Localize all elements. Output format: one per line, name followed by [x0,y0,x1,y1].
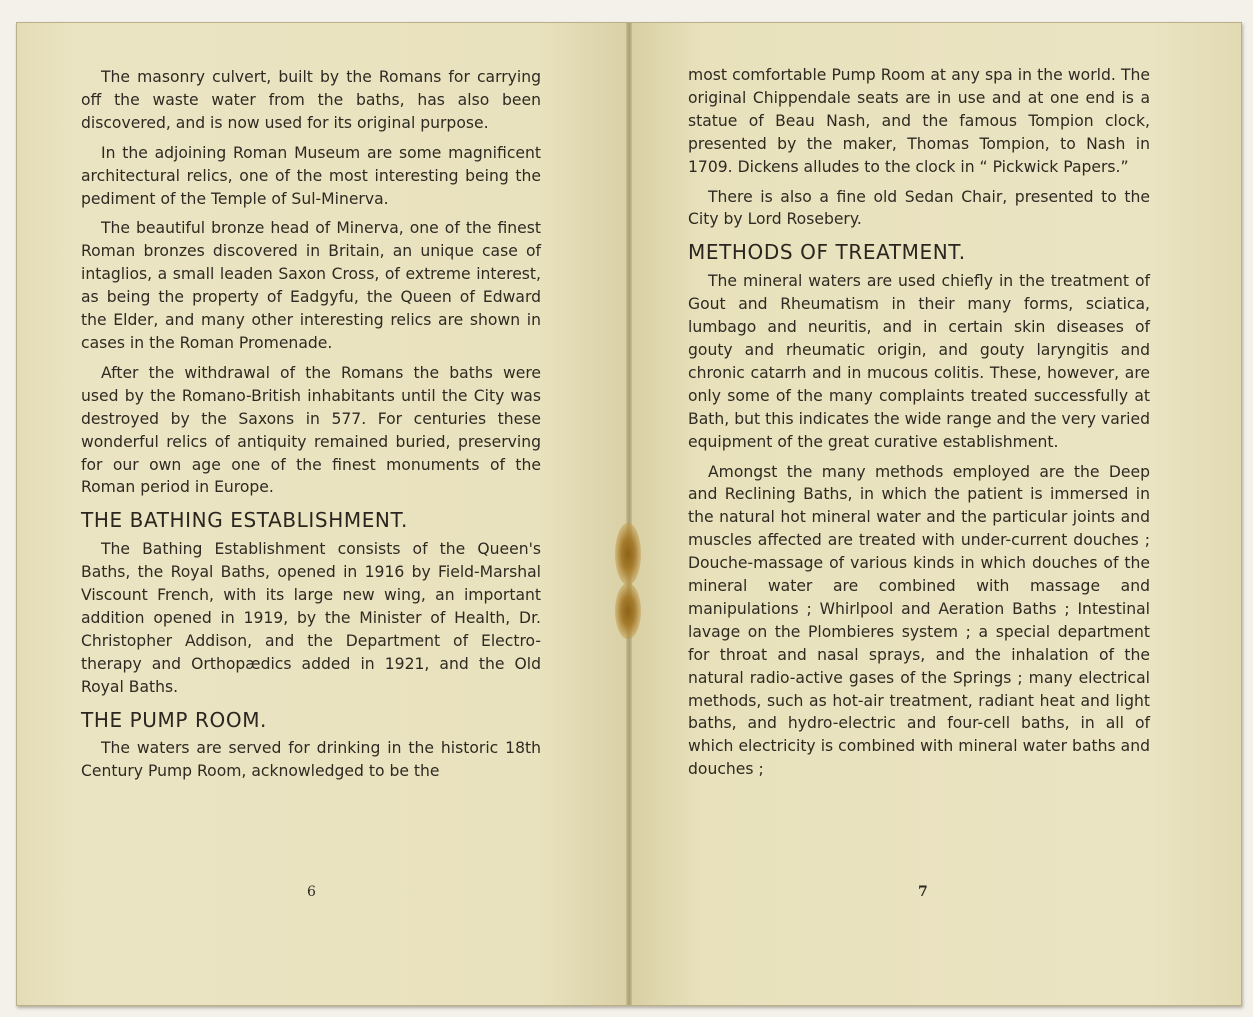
paragraph-pump-room-continued: most comfortable Pump Room at any spa in the world. The original Chippendale seats are in use and at one end is a statue of Beau Nash, and the famous Tompion clock, presented by the maker, Thomas Tompion, to Nash in 1709. Dickens alludes to the clock in “ Pickwick Papers.” [688,66,1150,176]
paragraph-mineral-waters: The mineral waters are used chiefly in the treatment of Gout and Rheumatism in their many forms, sciatica, lumbago and neuritis, and in certain skin diseases of gouty and rheumatic origin, and gouty laryngitis and chronic catarrh and in mucous colitis. These, however, are only some of the many complaints treated successfully at Bath, but this indicates the wide range and the very varied equipment of the great curative establishment. [688,272,1150,451]
page-number-left: 6 [307,884,316,900]
paragraph-minerva: The beautiful bronze head of Minerva, one of the finest Roman bronzes discovered in Britain, an unique case of intaglios, a small leaden Saxon Cross, of extreme interest, as being the property of Eadgyfu, the Queen of Edward the Elder, and many other interesting relics are shown in cases in the Roman Promenade. [81,219,541,352]
left-page-text [81,66,541,790]
heading-pump-room: THE PUMP ROOM. [81,707,268,732]
heading-methods-of-treatment: METHODS OF TREATMENT. [688,240,966,265]
paragraph-bathing-establishment: The Bathing Establishment consists of the Queen's Baths, the Royal Baths, opened in 1916 by Field-Marshal Viscount French, with its large new wing, an important addition opened in 1919, by the Minister of Health, Dr. Christopher Addison, and the Department of Electro-therapy and Orthopædics added in 1921, and the Old Royal Baths. [81,540,541,696]
paragraph-sedan-chair: There is also a fine old Sedan Chair, presented to the City by Lord Rosebery. [688,187,1150,229]
glue-stain-lower [615,583,641,639]
heading-bathing-establishment: THE BATHING ESTABLISHMENT. [81,508,408,533]
binding-gutter [626,23,632,1005]
paragraph-methods-employed: Amongst the many methods employed are the Deep and Reclining Baths, in which the patient is immersed in the natural hot mineral water and the particular joints and muscles affected are treated with under-current douches ; Douche-massage of various kinds in which douches of the mineral water are combined with massage and manipulations ; Whirlpool and Aeration Baths ; Intestinal lavage on the Plombieres system ; a special department for throat and nasal sprays, and the inhalation of the natural radio-active gases of the Springs ; many electrical methods, such as hot-air treatment, radiant heat and light baths, and hydro-electric and four-cell baths, in all of which electricity is combined with mineral water baths and douches ; [688,462,1150,779]
paragraph-roman-museum: In the adjoining Roman Museum are some magnificent architectural relics, one of the most interesting being the pediment of the Temple of Sul-Minerva. [81,143,541,208]
right-page-text [688,64,1150,788]
paragraph-withdrawal: After the withdrawal of the Romans the baths were used by the Romano-British inhabitants until the City was destroyed by the Saxons in 577. For centuries these wonderful relics of antiquity remained buried, preserving for our own age one of the finest monuments of the Roman period in Europe. [81,363,541,497]
paragraph-pump-room: The waters are served for drinking in the historic 18th Century Pump Room, acknowledged to be the [81,739,541,781]
glue-stain-upper [615,523,641,585]
page-number-right: 7 [918,884,928,900]
paragraph-culvert: The masonry culvert, built by the Romans for carrying off the waste water from the baths, has also been discovered, and is now used for its original purpose. [81,68,541,132]
